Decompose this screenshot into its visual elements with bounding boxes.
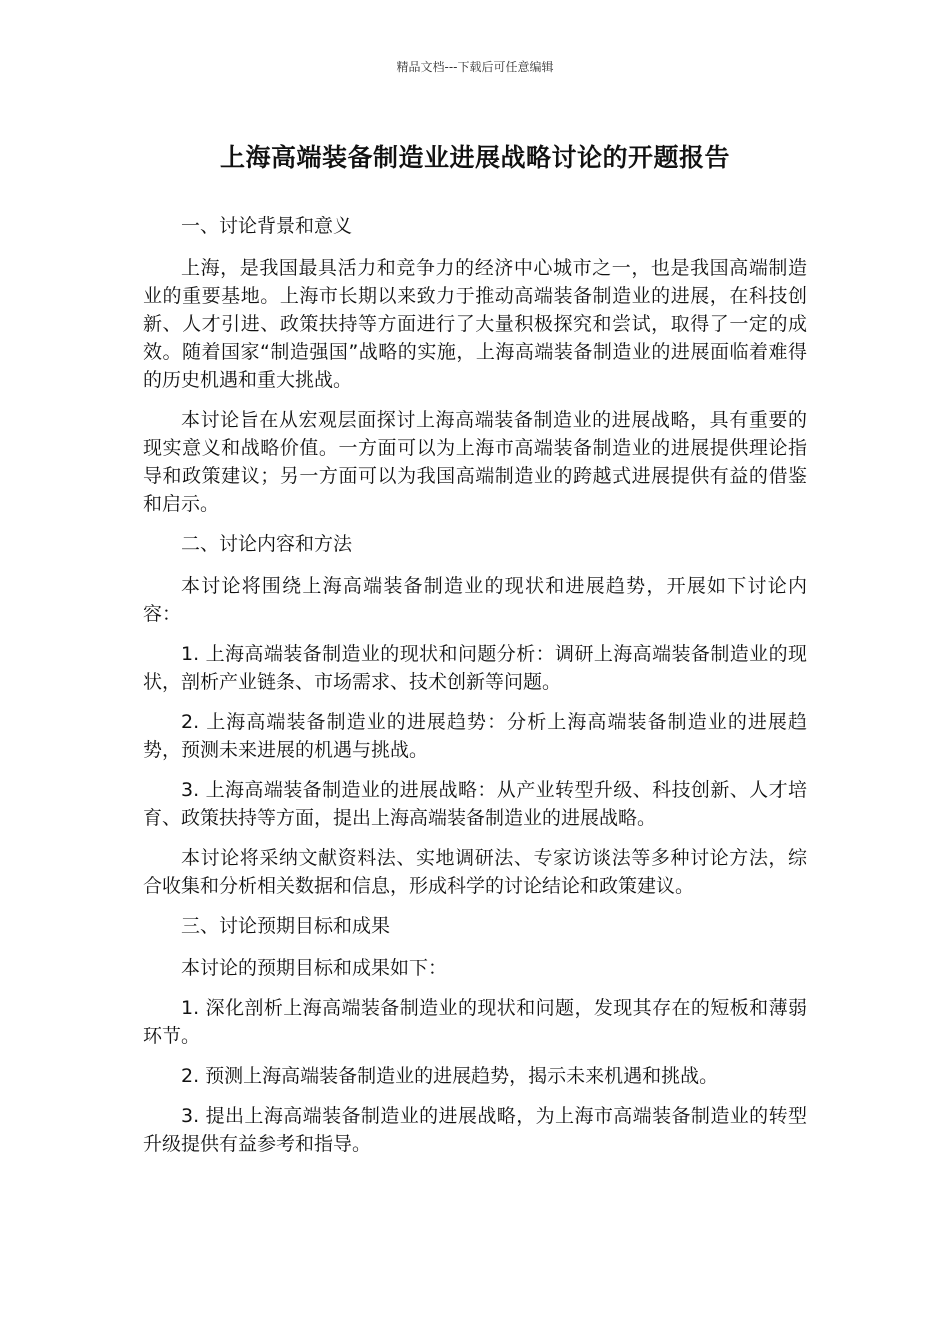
- document-body: [143, 212, 807, 1170]
- paragraph-goals-intro: 本讨论的预期目标和成果如下：: [181, 957, 448, 979]
- section-heading-goals: 三、讨论预期目标和成果: [181, 915, 391, 937]
- paragraph-methods: 本讨论将采纳文献资料法、实地调研法、专家访谈法等多种讨论方法，综合收集和分析相关数据和信息，形成科学的讨论结论和政策建议。: [143, 847, 807, 897]
- list-item-goal-3: 3. 提出上海高端装备制造业的进展战略，为上海市高端装备制造业的转型升级提供有益参考和指导。: [143, 1105, 807, 1155]
- list-item-content-1: 1. 上海高端装备制造业的现状和问题分析：调研上海高端装备制造业的现状，剖析产业链条、市场需求、技术创新等问题。: [143, 643, 807, 693]
- paragraph-significance: 本讨论旨在从宏观层面探讨上海高端装备制造业的进展战略，具有重要的现实意义和战略价值。一方面可以为上海市高端装备制造业的进展提供理论指导和政策建议；另一方面可以为我国高端制造业的跨越式进展提供有益的借鉴和启示。: [143, 409, 807, 515]
- page-header: 精品文档---下载后可任意编辑: [396, 60, 554, 74]
- section-heading-background: 一、讨论背景和意义: [181, 215, 353, 237]
- list-item-content-3: 3. 上海高端装备制造业的进展战略：从产业转型升级、科技创新、人才培育、政策扶持等方面，提出上海高端装备制造业的进展战略。: [143, 779, 807, 829]
- section-heading-content: 二、讨论内容和方法: [181, 533, 353, 555]
- list-item-goal-2: 2. 预测上海高端装备制造业的进展趋势，揭示未来机遇和挑战。: [181, 1065, 719, 1087]
- paragraph-content-intro: 本讨论将围绕上海高端装备制造业的现状和进展趋势，开展如下讨论内容：: [143, 575, 807, 625]
- list-item-goal-1: 1. 深化剖析上海高端装备制造业的现状和问题，发现其存在的短板和薄弱环节。: [143, 997, 807, 1047]
- paragraph-background: 上海，是我国最具活力和竞争力的经济中心城市之一，也是我国高端制造业的重要基地。上海市长期以来致力于推动高端装备制造业的进展，在科技创新、人才引进、政策扶持等方面进行了大量积极探究和尝试，取得了一定的成效。随着国家“制造强国”战略的实施，上海高端装备制造业的进展面临着难得的历史机遇和重大挑战。: [143, 257, 807, 391]
- list-item-content-2: 2. 上海高端装备制造业的进展趋势：分析上海高端装备制造业的进展趋势，预测未来进展的机遇与挑战。: [143, 711, 807, 761]
- document-title: 上海高端装备制造业进展战略讨论的开题报告: [219, 143, 730, 172]
